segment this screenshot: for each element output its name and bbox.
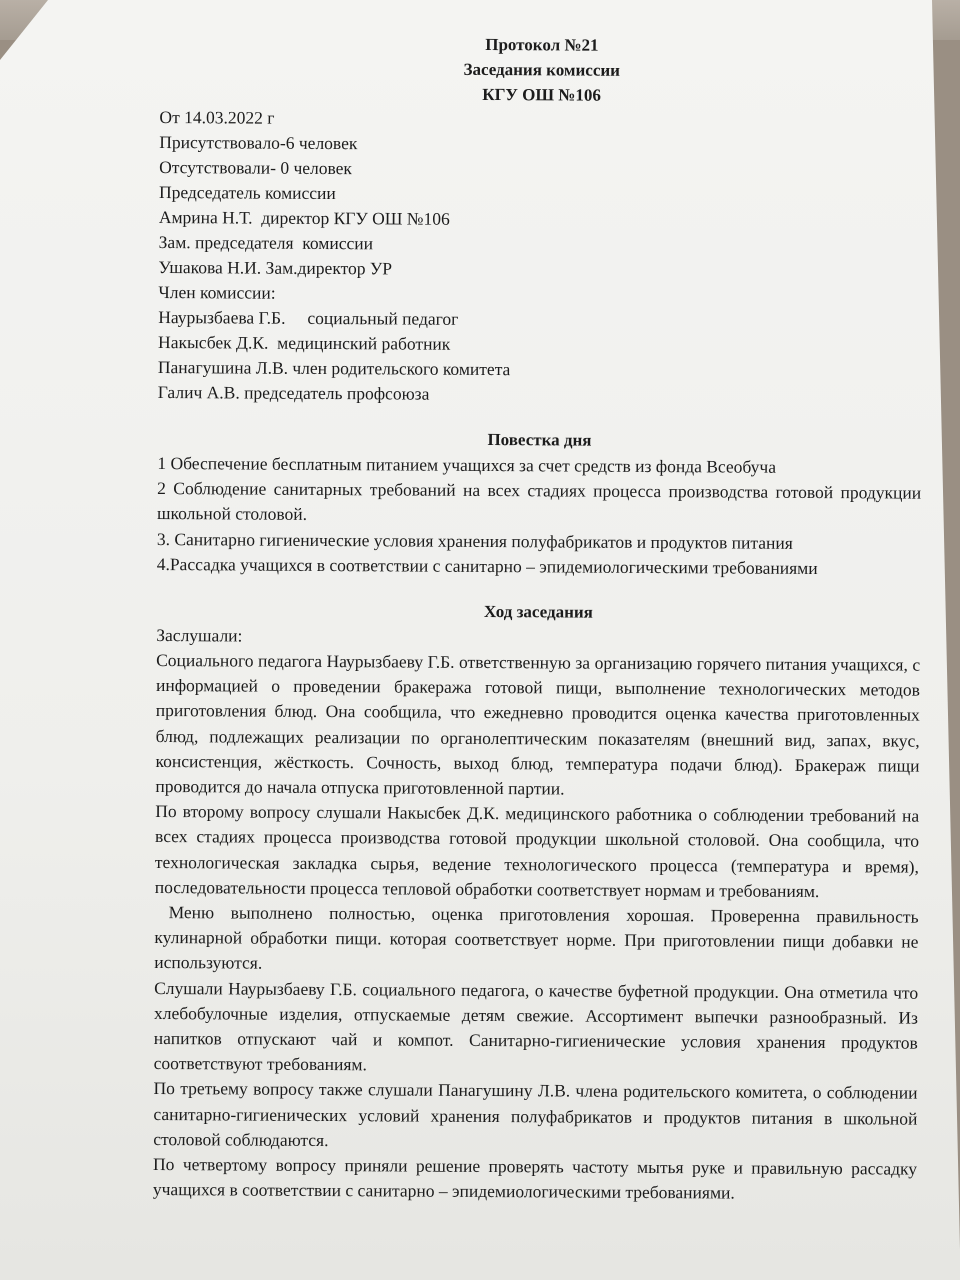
proceedings-paragraph-1: Социального педагога Наурызбаеву Г.Б. ответственную за организацию горячего питания учащихся, с информацией о проведении бракеража готовой пищи, выполнение технологических методов приготовления блюд. Она сообщила, что ежедневно проводится оценка качества приготовленных блюд, подлежащих реализации по органолептическим показателям (внешний вид, запах, вкус, консистенция, жёсткость. Сочность, выход блюд, температура подачи блюд). Бракераж пищи проводится до начала отпуска приготовленной партии. [155, 650, 921, 799]
proceedings-paragraph-6: По четвертому вопросу приняли решение проверять частоту мытья руке и правильную рассадку учащихся в соответствии с санитарно – эпидемиологическими требованиями. [152, 1154, 918, 1203]
members-label: Член комиссии: [158, 281, 276, 303]
member-4: Галич А.В. председатель профсоюза [157, 381, 430, 404]
present-count: Присутствовало-6 человек [159, 131, 358, 154]
protocol-title: Протокол №21 [485, 34, 599, 55]
proceedings-paragraph-3: Меню выполнено полностью, оценка приготовления хорошая. Проверенна правильность кулинарной обработки пищи. которая соответствует норме. При приготовлении пищи добавки не используются. [154, 902, 919, 974]
agenda-item-2: 2 Соблюдение санитарных требований на всех стадиях процесса производства готовой продукции школьной столовой. [156, 478, 922, 525]
agenda-item-3: 3. Санитарно гигиенические условия хранения полуфабрикатов и продуктов питания [156, 528, 793, 553]
deputy-label: Зам. председателя комиссии [158, 231, 374, 254]
document-body [153, 30, 924, 1207]
proceedings-title: Ход заседания [483, 602, 593, 622]
meeting-title: Заседания комиссии [463, 59, 621, 80]
agenda-title: Повестка дня [487, 430, 592, 450]
meeting-date: От 14.03.2022 г [159, 106, 275, 128]
absent-count: Отсутствовали- 0 человек [159, 156, 353, 179]
proceedings-paragraph-5: По третьему вопросу также слушали Панагушину Л.В. члена родительского комитета, о соблюдении санитарно-гигиенических условий хранения полуфабрикатов и продуктов питания в школьной столовой соблюдаются. [153, 1078, 918, 1150]
organization-title: КГУ ОШ №106 [482, 84, 601, 105]
agenda-item-4: 4.Рассадка учащихся в соответствии с санитарно – эпидемиологическими требованиями [156, 553, 818, 578]
member-2: Накысбек Д.К. медицинский работник [158, 331, 451, 354]
chairman-name: Амрина Н.Т. директор КГУ ОШ №106 [158, 206, 450, 229]
proceedings-paragraph-4: Слушали Наурызбаеву Г.Б. социального педагога, о качестве буфетной продукции. Она отметила что хлебобулочные изделия, отпускаемые детям свежие. Ассортимент выпечки разнообразный. Из напитков отпускают чай и компот. Санитарно-гигиенические условия хранения продуктов соответствуют требованиям. [153, 977, 919, 1075]
member-1: Наурызбаева Г.Б. социальный педагог [158, 306, 459, 329]
agenda-item-1: 1 Обеспечение бесплатным питанием учащихся за счет средств из фонда Всеобуча [157, 452, 777, 477]
proceedings-paragraph-2: По второму вопросу слушали Накысбек Д.К. медицинского работника о соблюдении требований на всех стадиях процесса производства готовой продукции школьной столовой. Она сообщила, что технологическая закладка сырья, ведение технологического процесса (температура и время), последовательности процесса тепловой обработки соответствует нормам и требованиям. [154, 801, 920, 901]
chairman-label: Председатель комиссии [158, 181, 336, 204]
deputy-name: Ушакова Н.И. Зам.директор УР [158, 256, 393, 279]
member-3: Панагушина Л.В. член родительского комитета [157, 356, 511, 380]
heard-label: Заслушали: [156, 625, 243, 646]
